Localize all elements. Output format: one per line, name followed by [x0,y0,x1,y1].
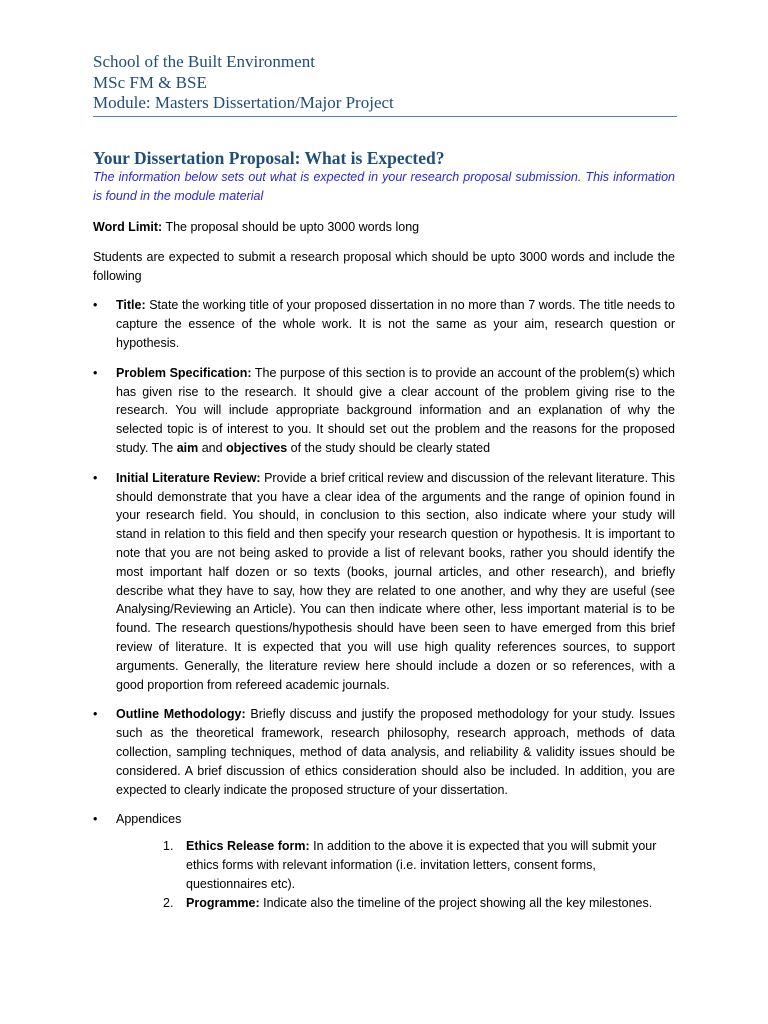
word-limit-paragraph [93,218,675,237]
appendices-sublist [139,837,675,912]
sublist-item-programme [139,894,675,913]
header-programme: MSc FM & BSE [93,72,207,92]
sublist-label: Ethics Release form: [186,839,310,854]
bullet-icon: • [93,812,98,827]
document-header [93,52,677,114]
header-divider [93,116,677,117]
requirements-list [93,296,675,912]
item-label: Appendices [116,812,182,827]
item-text-end: of the study should be clearly stated [287,440,491,455]
sublist-number: 2. [163,895,174,910]
item-text-and: and [198,440,227,455]
sublist-item-ethics [139,837,675,893]
sublist-text: In addition to the above it is expected that you will submit your ethics forms with relevant information (i.e. invitation letters, consent forms, questionnaires etc). [186,839,657,891]
sublist-label: Programme: [186,895,260,910]
intro-text: The information below sets out what is expected in your research proposal submission. This information is found in the module material [93,170,675,203]
item-label: Outline Methodology: [116,707,246,722]
bullet-icon: • [93,707,98,722]
bullet-icon: • [93,470,98,485]
header-module: Module: Masters Dissertation/Major Project [93,93,394,112]
sublist-text: Indicate also the timeline of the project showing all the key milestones. [259,895,653,910]
bullet-icon: • [93,298,98,313]
item-text: Provide a brief critical review and discussion of the relevant literature. This should demonstrate that you have a clear idea of the arguments and the range of opinion found in your research field. You should, in conclusion to this section, also indicate where your study will stand in relation to this field and then specify your research question or hypothesis. It is important to note that you are not being asked to provide a list of relevant books, rather you should identify the most important half dozen or so texts (books, journal articles, and other research), and briefly describe what they have to say, how they are related to one another, and why they are useful (see Analysing/Reviewing an Article). You can then indicate where other, less important material is to be found. The research questions/hypothesis should have been seen to have emerged from this brief review of literature. It is expected that you will use high quality references sources, to support arguments. Generally, the literature review here should include a dozen or so references, with a good proportion from refereed academic journals. [116,470,675,692]
list-item-problem-specification [93,364,675,458]
list-item-title [93,296,675,352]
word-limit-text: The proposal should be upto 3000 words long [162,220,420,234]
page-title: Your Dissertation Proposal: What is Expected? [93,148,445,168]
list-item-methodology [93,705,675,799]
list-item-appendices [93,810,675,912]
item-text: State the working title of your proposed dissertation in no more than 7 words. The title needs to capture the essence of the whole work. It is not the same as your aim, research question or hypothesis. [116,298,675,350]
document-body [93,218,675,923]
item-text: The purpose of this section is to provide an account of the problem(s) which has given rise to the research. It should give a clear account of the problem giving rise to the research. You will include appropriate background information and an explanation of why the selected topic is of interest to you. It should set out the problem and the reasons for the proposed study. The [116,365,676,455]
header-school: School of the Built Environment [93,52,315,71]
sublist-number: 1. [163,839,174,854]
word-limit-label: Word Limit: [93,220,163,234]
objectives-emphasis: objectives [226,440,288,455]
item-label: Title: [116,298,146,313]
item-label: Problem Specification: [116,365,252,380]
item-label: Initial Literature Review: [116,470,261,485]
students-paragraph: Students are expected to submit a research proposal which should be upto 3000 words and include the following [93,249,675,283]
aim-emphasis: aim [176,440,199,455]
list-item-literature-review [93,469,675,695]
bullet-icon: • [93,365,98,380]
item-text: Briefly discuss and justify the proposed methodology for your study. Issues such as the theoretical framework, research philosophy, research approach, methods of data collection, sampling techniques, method of data analysis, and reliability & validity issues should be considered. A brief discussion of ethics consideration should also be included. In addition, you are expected to clearly indicate the proposed structure of your dissertation. [116,707,675,797]
